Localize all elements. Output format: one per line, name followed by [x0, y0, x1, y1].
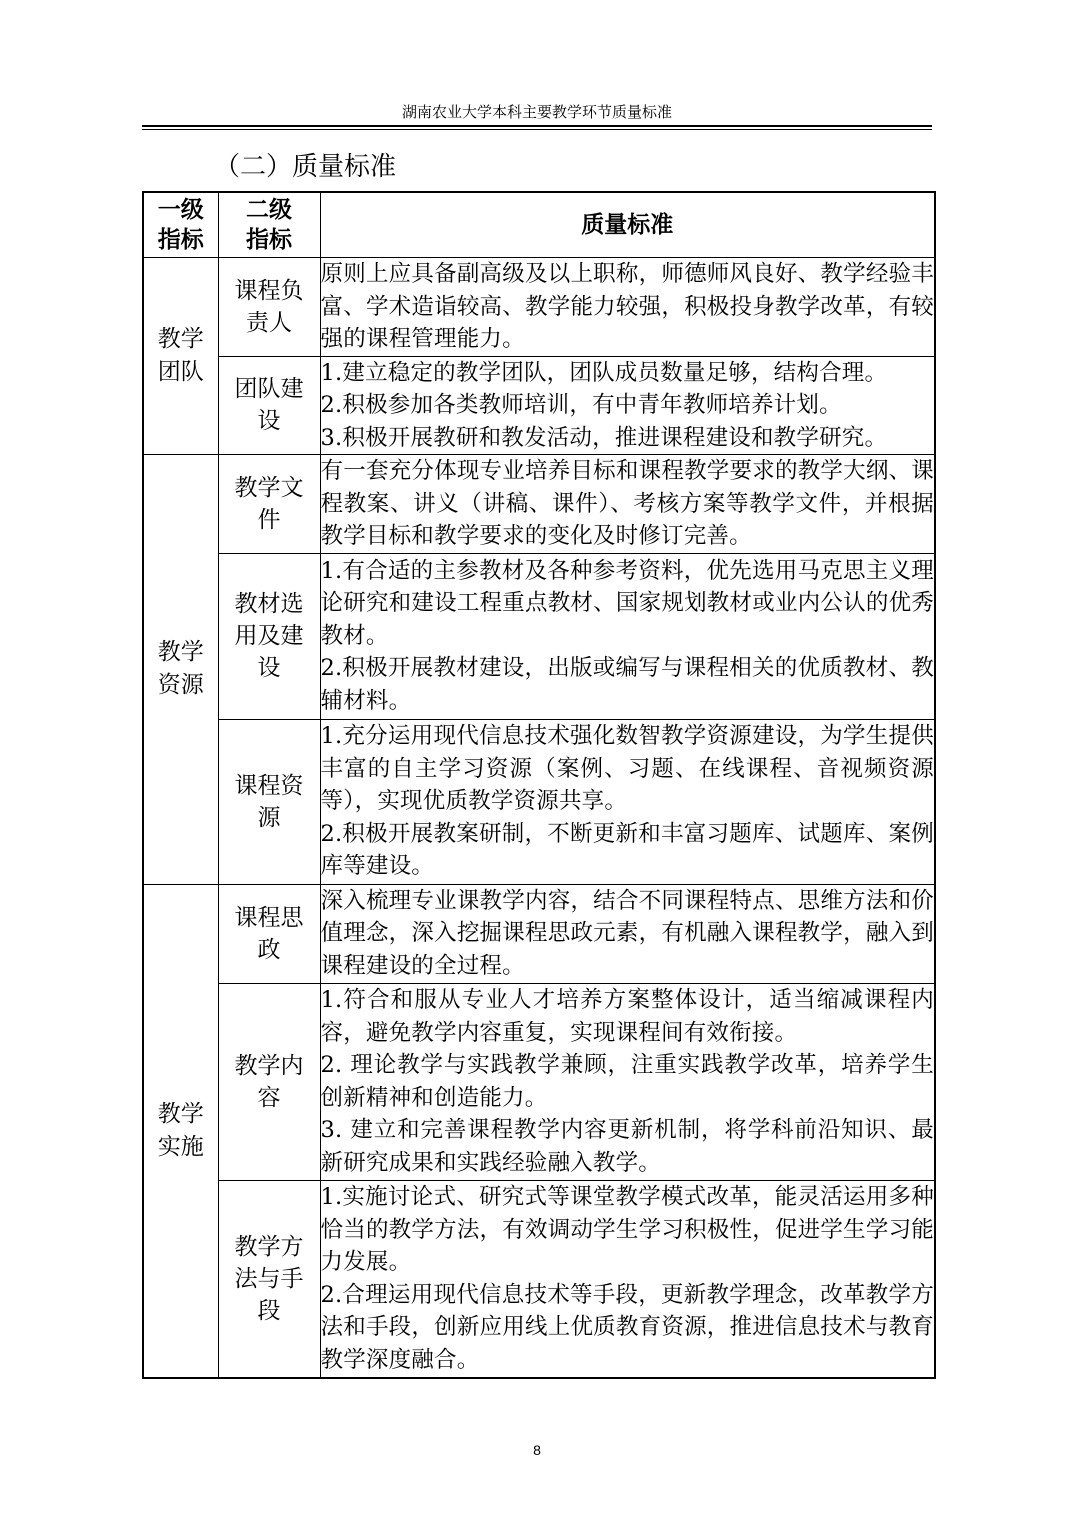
header-level1: 一级指标: [143, 192, 218, 258]
standard-item: 3.积极开展教研和教发活动，推进课程建设和教学研究。: [320, 424, 888, 451]
standard-item: 深入梳理专业课教学内容，结合不同课程特点、思维方法和价值理念，深入挖掘课程思政元素，有机融入课程教学，融入到课程建设的全过程。: [320, 887, 934, 979]
standard-item: 原则上应具备副高级及以上职称，师德师风良好、教学经验丰富、学术造诣较高、教学能力较强，积极投身教学改革，有较强的课程管理能力。: [320, 261, 934, 352]
standard-item: 2.积极参加各类教师培训，有中青年教师培养计划。: [320, 392, 842, 418]
standard-item: 1.充分运用现代信息技术强化数智教学资源建设，为学生提供丰富的自主学习资源（案例、习题、在线课程、音视频资源等），实现优质教学资源共享。: [320, 723, 934, 815]
table-row: [143, 1180, 935, 1378]
standard-item: 有一套充分体现专业培养目标和课程教学要求的教学大纲、课程教案、讲义（讲稿、课件）、考核方案等教学文件，并根据教学目标和教学要求的变化及时修订完善。: [320, 458, 934, 549]
standard-item: 1.实施讨论式、研究式等课堂教学模式改革，能灵活运用多种恰当的教学方法，有效调动学生学习积极性，促进学生学习能力发展。: [320, 1184, 934, 1276]
table-row: [143, 983, 935, 1180]
table-row: [143, 884, 935, 983]
level2-cell: 课程思政: [218, 884, 320, 983]
level1-cell: 教学实施: [143, 884, 218, 1378]
standard-cell: [320, 983, 935, 1180]
standard-item: 2. 理论教学与实践教学兼顾，注重实践教学改革，培养学生创新精神和创造能力。: [320, 1052, 934, 1111]
header-rule-secondary: [142, 129, 932, 130]
level2-cell: 团队建设: [218, 356, 320, 455]
standard-item: 2.合理运用现代信息技术等手段，更新教学理念，改革教学方法和手段，创新应用线上优质教育资源，推进信息技术与教育教学深度融合。: [320, 1281, 934, 1373]
level2-cell: 课程负责人: [218, 258, 320, 357]
level2-cell: 教学文件: [218, 455, 320, 554]
level2-cell: 教学方法与手段: [218, 1180, 320, 1378]
table-row: [143, 553, 935, 719]
table-row: [143, 258, 935, 357]
standard-cell: [320, 1180, 935, 1378]
level1-cell: 教学团队: [143, 258, 218, 455]
level2-cell: 教材选用及建设: [218, 553, 320, 719]
level2-cell: 课程资源: [218, 719, 320, 884]
header-rule: [142, 125, 932, 127]
standard-item: 3. 建立和完善课程教学内容更新机制，将学科前沿知识、最新研究成果和实践经验融入教学。: [320, 1117, 934, 1176]
level2-cell: 教学内容: [218, 983, 320, 1180]
standard-cell: [320, 884, 935, 983]
table-row: [143, 719, 935, 884]
section-title: （二）质量标准: [214, 152, 397, 182]
table-row: [143, 455, 935, 554]
standard-item: 1.建立稳定的教学团队，团队成员数量足够，结构合理。: [320, 359, 888, 386]
standard-item: 2.积极开展教案研制，不断更新和丰富习题库、试题库、案例库等建设。: [320, 820, 934, 880]
quality-standards-table: [142, 191, 936, 1379]
running-header: 湖南农业大学本科主要教学环节质量标准: [401, 103, 672, 121]
standard-cell: [320, 258, 935, 357]
standard-item: 1.符合和服从专业人才培养方案整体设计，适当缩减课程内容，避免教学内容重复，实现课程间有效衔接。: [320, 987, 934, 1046]
standard-item: 1.有合适的主参教材及各种参考资料，优先选用马克思主义理论研究和建设工程重点教材、国家规划教材或业内公认的优秀教材。: [320, 557, 934, 649]
standard-cell: [320, 553, 935, 719]
table-row: [143, 356, 935, 455]
header-standard: 质量标准: [320, 192, 935, 258]
table-header-row: [143, 192, 935, 258]
level1-cell: 教学资源: [143, 455, 218, 885]
standard-item: 2.积极开展教材建设，出版或编写与课程相关的优质教材、教辅材料。: [320, 655, 934, 714]
header-level2: 二级指标: [218, 192, 320, 258]
standard-cell: [320, 719, 935, 884]
page-number: 8: [533, 1442, 541, 1458]
standard-cell: [320, 455, 935, 554]
standard-cell: [320, 356, 935, 455]
